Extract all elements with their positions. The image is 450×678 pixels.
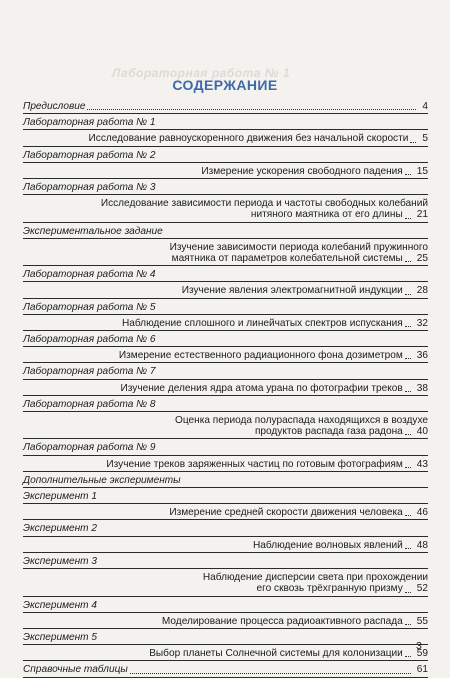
toc-entry-text: Выбор планеты Солнечной системы для колонизации: [149, 648, 403, 660]
toc-page-number: 5: [422, 133, 428, 145]
toc-page-number: 38: [416, 382, 428, 394]
toc-heading-text: Лабораторная работа № 4: [23, 269, 156, 281]
toc-heading: [23, 363, 428, 379]
toc-heading: [23, 331, 428, 347]
toc-page-number: 21: [416, 209, 428, 221]
toc-entry: [23, 130, 428, 146]
toc-heading-text: Лабораторная работа № 3: [23, 182, 156, 194]
toc-entry-text: его сквозь трёхгранную призму: [256, 583, 403, 595]
toc-heading: [23, 629, 428, 645]
toc-entry-text: Исследование равноускоренного движения без начальной скорости: [88, 133, 409, 145]
toc-heading: [23, 439, 428, 455]
toc-page-number: 55: [416, 615, 428, 627]
toc-entry: [23, 569, 428, 596]
toc-heading-text: Эксперимент 2: [23, 523, 98, 535]
dot-leader: [405, 320, 411, 327]
toc-entry-text: Наблюдение дисперсии света при прохождении: [202, 572, 428, 584]
dot-leader: [405, 542, 411, 549]
dot-leader: [405, 385, 411, 392]
dot-leader: [405, 168, 411, 175]
toc-heading-text: Лабораторная работа № 1: [23, 117, 156, 129]
toc-entry: [23, 347, 428, 363]
toc-heading-text: Лабораторная работа № 7: [23, 366, 156, 378]
dot-leader: [405, 650, 411, 657]
toc-entry: [23, 282, 428, 298]
dot-leader: [405, 618, 411, 625]
toc-page-number: 15: [416, 165, 428, 177]
toc-entry: [23, 195, 428, 222]
toc-heading-text: Эксперимент 1: [23, 491, 98, 503]
toc-heading: [23, 299, 428, 315]
dot-leader: [405, 586, 411, 593]
toc-entry: [23, 239, 428, 266]
dot-leader: [405, 428, 411, 435]
toc-heading: [23, 114, 428, 130]
toc-heading-text: Лабораторная работа № 5: [23, 301, 156, 313]
toc-page-number: 59: [416, 648, 428, 660]
toc-heading: [23, 179, 428, 195]
toc-entry-text: Изучение треков заряженных частиц по готовым фотографиям: [106, 458, 403, 470]
toc-heading: [23, 396, 428, 412]
toc-heading: [23, 266, 428, 282]
toc-heading: [23, 488, 428, 504]
page-title: СОДЕРЖАНИЕ: [172, 77, 278, 93]
dot-leader: [87, 103, 416, 110]
toc-heading-text: Дополнительные эксперименты: [23, 474, 181, 486]
toc-entry: [23, 412, 428, 439]
dot-leader: [405, 509, 411, 516]
toc-heading: [23, 520, 428, 536]
dot-leader: [410, 136, 416, 143]
toc-heading: [23, 553, 428, 569]
toc-page-number: 25: [416, 253, 428, 265]
toc-heading-text: Лабораторная работа № 9: [23, 442, 156, 454]
toc-entry-text: нитяного маятника от его длины: [250, 209, 403, 221]
toc-entry-text: Изучение деления ядра атома урана по фотографии треков: [120, 382, 403, 394]
toc-entry-text: Наблюдение сплошного и линейчатых спектров испускания: [121, 317, 403, 329]
toc-page-number: 32: [416, 317, 428, 329]
toc-page-number: 48: [416, 539, 428, 551]
toc-heading-text: Лабораторная работа № 2: [23, 149, 156, 161]
background-bleedthrough-text: Лабораторная работа № 1: [112, 66, 291, 80]
toc-entry-text: Моделирование процесса радиоактивного распада: [161, 615, 403, 627]
toc-page-number: 40: [416, 426, 428, 438]
toc-entry-text: Измерение естественного радиационного фона дозиметром: [118, 350, 403, 362]
toc-heading: [23, 661, 428, 677]
toc-entry: [23, 613, 428, 629]
toc-entry: [23, 537, 428, 553]
toc-entry: [23, 380, 428, 396]
dot-leader: [405, 212, 411, 219]
page-number: 3: [416, 640, 422, 652]
toc-entry-text: Измерение средней скорости движения человека: [169, 507, 403, 519]
toc-heading-text: Эксперимент 3: [23, 555, 98, 567]
toc-page-number: 28: [416, 285, 428, 297]
toc-heading-text: Предисловие: [23, 101, 86, 112]
toc-entry-text: Изучение явления электромагнитной индукции: [181, 285, 403, 297]
toc-entry: [23, 315, 428, 331]
toc-heading-text: Эксперимент 4: [23, 599, 98, 611]
toc-heading: [23, 472, 428, 488]
toc-entry: [23, 163, 428, 179]
toc-entry: [23, 456, 428, 472]
toc-heading-text: Эксперимент 5: [23, 631, 98, 643]
toc-heading-text: Лабораторная работа № 8: [23, 398, 156, 410]
toc-entry-text: продуктов распада газа радона: [254, 426, 403, 438]
toc-entry-text: Исследование зависимости периода и частоты свободных колебаний: [100, 198, 428, 210]
dot-leader: [405, 255, 411, 262]
toc-heading-text: Экспериментальное задание: [23, 225, 163, 237]
toc-entry-text: маятника от параметров колебательной системы: [171, 253, 403, 265]
toc-heading: [23, 597, 428, 613]
toc-entry: [23, 645, 428, 661]
toc-entry-text: Изучение зависимости периода колебаний пружинного: [169, 241, 428, 253]
toc-page-number: 52: [416, 583, 428, 595]
toc-entry-text: Наблюдение волновых явлений: [253, 539, 403, 551]
toc-page-number: 46: [416, 507, 428, 519]
toc-heading-text: Справочные таблицы: [23, 664, 128, 676]
dot-leader: [405, 461, 411, 468]
dot-leader: [405, 352, 411, 359]
toc-heading: [23, 147, 428, 163]
toc-entry-text: Измерение ускорения свободного падения: [201, 165, 403, 177]
toc-heading: [23, 223, 428, 239]
dot-leader: [130, 667, 411, 674]
toc-page-number: 36: [416, 350, 428, 362]
toc-heading-text: Лабораторная работа № 6: [23, 334, 156, 346]
toc-page-number: 43: [416, 458, 428, 470]
toc-entry-text: Оценка периода полураспада находящихся в воздухе: [174, 415, 428, 427]
toc-entry: [23, 504, 428, 520]
table-of-contents: [23, 98, 428, 678]
toc-page-number: 61: [416, 664, 428, 676]
toc-page-number: 4: [422, 101, 428, 112]
dot-leader: [405, 288, 411, 295]
toc-heading: [23, 98, 428, 114]
